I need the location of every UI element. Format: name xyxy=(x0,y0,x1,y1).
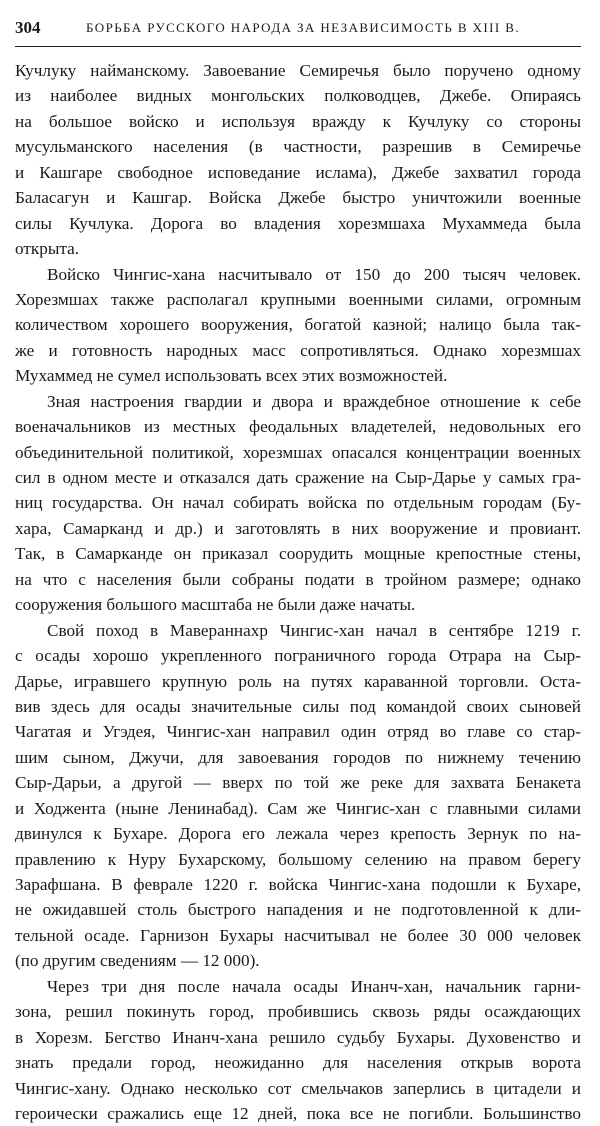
text-line: шим сыном, Джучи, для завоевания городов по нижнему течению xyxy=(15,747,581,767)
text-line: (по другим сведениям — 12 000). xyxy=(15,951,260,971)
text-line: же и готовность народных масс сопротивляться. Однако хорезмшах xyxy=(15,340,581,360)
text-line: тельной осаде. Гарнизон Бухары насчитывал не более 30 000 человек xyxy=(15,925,581,945)
text-line: героически сражались еще 12 дней, пока все не погибли. Большинство xyxy=(15,1103,581,1123)
text-line: военачальников из местных феодальных владетелей, недовольных его xyxy=(15,417,581,437)
text-line: количеством хорошего вооружения, богатой казной; налицо была так- xyxy=(15,315,581,335)
text-line: сил в одном месте и отказался дать сражение на Сыр-Дарье у самых гра- xyxy=(15,468,581,487)
text-line: Чингис-хану. Однако несколько сот смельчаков заперлись в цитадели и xyxy=(15,1078,581,1098)
text-line: знать предали город, неожиданно для населения открыв ворота xyxy=(15,1053,581,1073)
text-line: и Кашгаре свободное исповедание ислама), Джебе захватил города xyxy=(15,162,581,182)
text-line: Чагатая и Угэдея, Чингис-хан направил один отряд во главе со стар- xyxy=(15,722,581,742)
text-line: Войско Чингис-хана насчитывало от 150 до 200 тысяч человек. xyxy=(47,264,581,284)
text-line: ниц государства. Он начал собирать войска по отдельным городам (Бу- xyxy=(15,493,581,513)
text-line: Свой поход в Мавераннахр Чингис-хан начал в сентябре 1219 г. xyxy=(47,620,581,640)
text-line: Дарье, игравшего крупную роль на путях караванной торговли. Оста- xyxy=(15,671,581,691)
text-line: Зарафшана. В феврале 1220 г. войска Чингис-хана подошли к Бухаре, xyxy=(15,875,581,894)
text-line: в Хорезм. Бегство Инанч-хана решило судьбу Бухары. Духовенство и xyxy=(15,1027,581,1047)
text-line: с осады хорошо укрепленного пограничного города Отрара на Сыр- xyxy=(15,646,581,666)
page-header xyxy=(0,18,600,42)
text-line: сооружения большого масштаба не были даже начаты. xyxy=(15,595,416,615)
text-line: мусульманского населения (в частности, разрешив в Семиречье xyxy=(15,137,581,157)
text-line: Баласагун и Кашгар. Войска Джебе быстро уничтожили военные xyxy=(15,188,581,208)
running-title: БОРЬБА РУССКОГО НАРОДА ЗА НЕЗАВИСИМОСТЬ В XIII В. xyxy=(86,20,520,35)
text-line: открыта. xyxy=(15,239,80,259)
text-line: на большое войско и используя вражду к Кучлуку со стороны xyxy=(15,111,581,131)
text-line: Сыр-Дарьи, а другой — вверх по той же реке для захвата Бенакета xyxy=(15,773,581,793)
header-rule xyxy=(15,46,581,47)
text-line: из наиболее видных монгольских полководцев, Джебе. Опираясь xyxy=(15,86,581,106)
text-line: Зная настроения гвардии и двора и враждебное отношение к себе xyxy=(47,391,581,411)
text-line: Через три дня после начала осады Инанч-хан, начальник гарни- xyxy=(47,976,581,996)
text-line: объединительной политикой, хорезмшах опасался концентрации военных xyxy=(15,442,581,462)
text-line: Хорезмшах также располагал крупными военными силами, огромным xyxy=(15,289,581,309)
text-line: вив здесь для осады значительные силы под командой своих сыновей xyxy=(15,696,581,716)
text-line: Мухаммед не сумел использовать всех этих возможностей. xyxy=(15,366,448,386)
text-line: силы Кучлука. Дорога во владения хорезмшаха Мухаммеда была xyxy=(15,213,581,233)
text-line: зона, решил покинуть город, пробившись сквозь ряды осаждающих xyxy=(15,1002,581,1022)
text-line: не ожидавшей столь быстрого нападения и не подготовленной к дли- xyxy=(15,900,581,920)
text-line: Так, в Самарканде он приказал соорудить мощные крепостные стены, xyxy=(15,544,581,564)
text-line: на что с населения были собраны подати в тройном размере; однако xyxy=(15,569,581,589)
text-line: двинулся к Бухаре. Дорога его лежала через крепость Зернук по на- xyxy=(15,824,581,844)
page-number: 304 xyxy=(15,18,41,37)
text-line: и Ходжента (ныне Ленинабад). Сам же Чингис-хан с главными силами xyxy=(15,798,581,818)
text-line: хара, Самарканд и др.) и заготовлять в них вооружение и провиант. xyxy=(15,518,581,538)
text-line: Кучлуку найманскому. Завоевание Семиречья было поручено одному xyxy=(15,61,581,80)
text-line: правлению к Нуру Бухарскому, большому селению на правом берегу xyxy=(15,849,581,869)
